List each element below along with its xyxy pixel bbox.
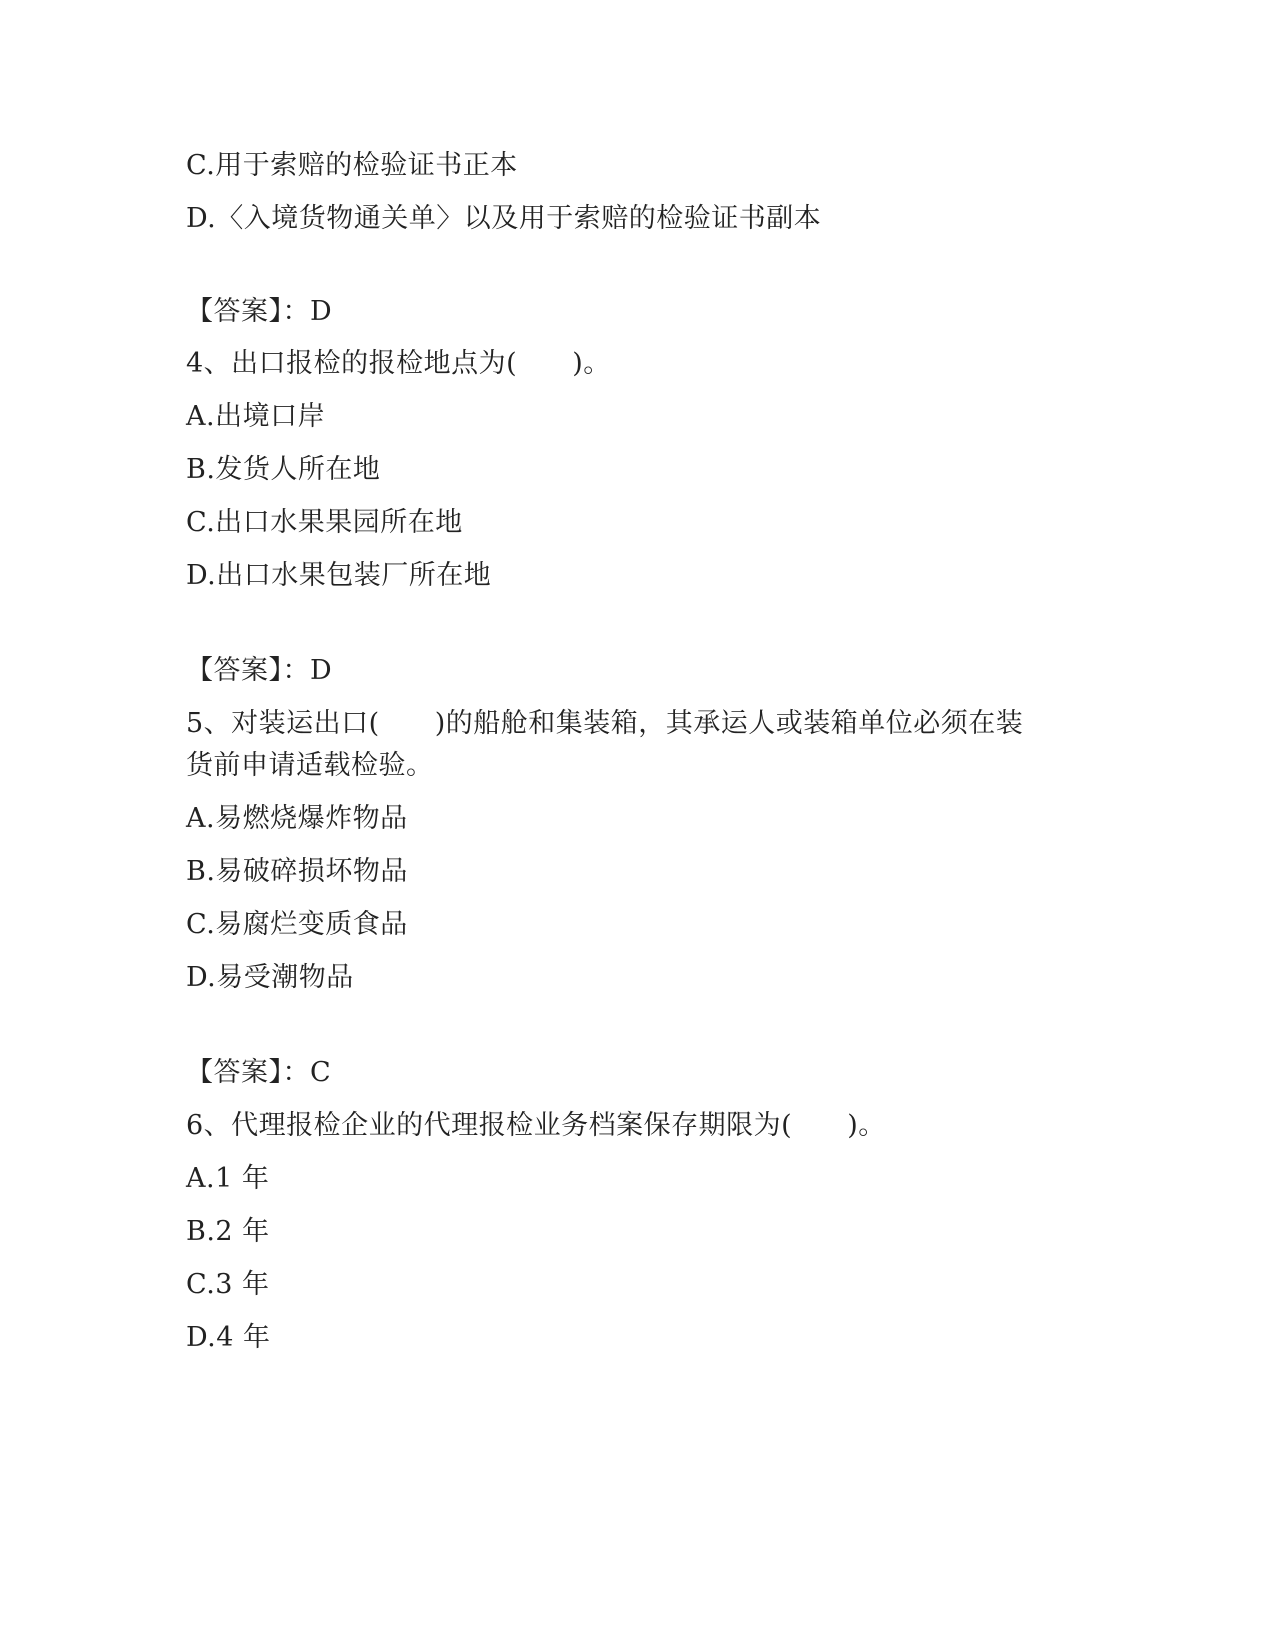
q6-option-b: B.2 年 xyxy=(186,1216,270,1247)
q6-stem: 6、代理报检企业的代理报检业务档案保存期限为( )。 xyxy=(186,1110,886,1141)
q5-option-d: D.易受潮物品 xyxy=(186,962,354,993)
q5-option-b: B.易破碎损坏物品 xyxy=(186,856,408,887)
q5-stem-line2: 货前申请适载检验。 xyxy=(186,750,434,781)
q3-option-c: C.用于索赔的检验证书正本 xyxy=(186,150,518,181)
q5-answer: 【答案】：C xyxy=(186,1057,332,1088)
q4-option-a: A.出境口岸 xyxy=(186,401,326,432)
q5-option-c: C.易腐烂变质食品 xyxy=(186,909,408,940)
q4-option-b: B.发货人所在地 xyxy=(186,454,381,485)
q4-stem: 4、出口报检的报检地点为( )。 xyxy=(186,348,611,379)
q5-stem-line1: 5、对装运出口( )的船舱和集装箱，其承运人或装箱单位必须在装 xyxy=(186,708,1024,739)
q3-option-d: D.〈入境货物通关单〉以及用于索赔的检验证书副本 xyxy=(186,203,822,234)
q4-answer: 【答案】：D xyxy=(186,655,333,686)
q6-option-d: D.4 年 xyxy=(186,1322,271,1353)
q6-option-c: C.3 年 xyxy=(186,1269,270,1300)
q5-option-a: A.易燃烧爆炸物品 xyxy=(186,803,408,834)
q6-option-a: A.1 年 xyxy=(186,1163,270,1194)
q4-option-c: C.出口水果果园所在地 xyxy=(186,507,463,538)
q4-option-d: D.出口水果包装厂所在地 xyxy=(186,560,492,591)
q3-answer: 【答案】：D xyxy=(186,296,333,327)
